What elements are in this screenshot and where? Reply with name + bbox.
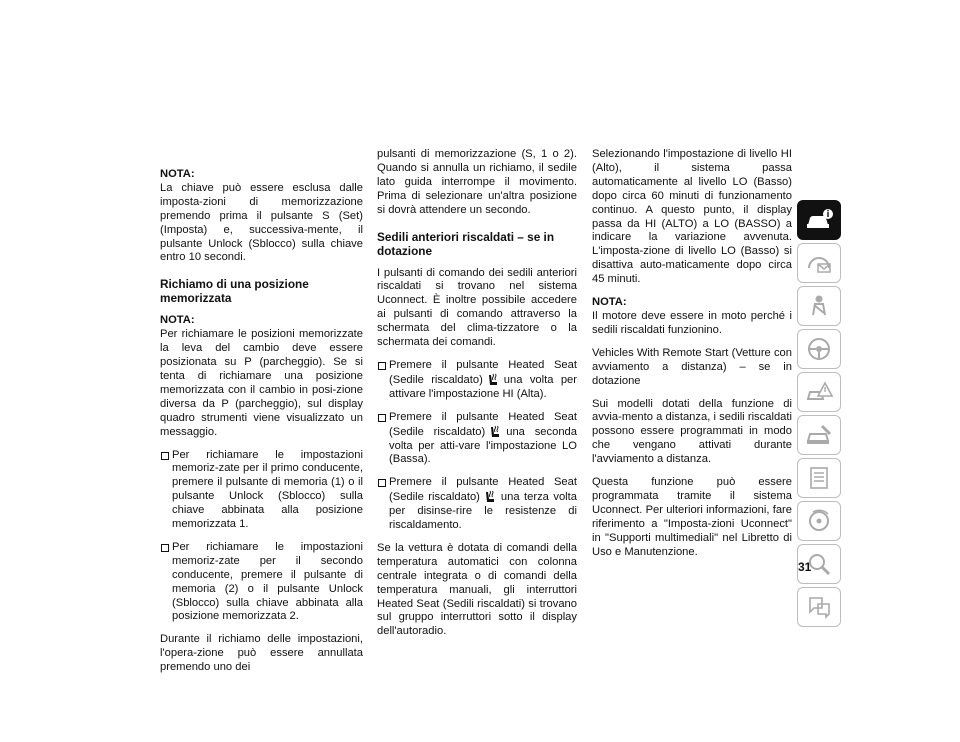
paragraph: Durante il richiamo delle impostazioni, l'opera-zione può essere annullata premendo uno dei <box>160 633 363 674</box>
tab-service[interactable] <box>797 415 841 455</box>
list-item <box>377 411 577 468</box>
note-label: NOTA: <box>160 314 195 327</box>
page-number: 31 <box>798 560 812 574</box>
steering-wheel-icon <box>804 336 834 362</box>
tab-steering[interactable] <box>797 329 841 369</box>
instruments-icon <box>804 250 834 276</box>
list-item-text: Premere il pulsante Heated Seat (Sedile riscaldato) <box>389 476 577 504</box>
note-text: La chiave può essere esclusa dalle imposta-zioni di memorizzazione premendo prima il pulsante S (Set) (Imposta) e, successiva-mente, il pulsante Unlock (Sblocco) sulla chiave entro 10 secondi. <box>160 181 363 264</box>
list-item <box>377 359 577 402</box>
list-item <box>377 476 577 533</box>
tab-safety[interactable] <box>797 286 841 326</box>
bullet-list <box>160 449 363 625</box>
paragraph: Vehicles With Remote Start (Vetture con avviamento a distanza) – se in dotazione <box>592 346 792 387</box>
list-item: Per richiamare le impostazioni memoriz-zate per il primo conducente, premere il pulsante di memoria (1) o il pulsante Unlock (Sblocco) sulla chiave abbinata alla posizione memorizzata 1. <box>160 449 363 532</box>
list-item-text: Premere il pulsante Heated Seat (Sedile riscaldato) <box>389 358 577 386</box>
list-item-text: una terza volta per disinse-rire le resistenze di riscaldamento. <box>389 491 577 532</box>
safety-icon <box>804 293 834 319</box>
paragraph: I pulsanti di comando dei sedili anteriori riscaldati si trovano nel sistema Uconnect. È inoltre possibile accedere ai pulsanti di comando attraverso la schermata del clima-tizzatore o la schermata dei comandi. <box>377 266 577 349</box>
service-car-icon <box>804 422 834 448</box>
tab-multimedia[interactable] <box>797 501 841 541</box>
column-1 <box>160 168 363 684</box>
note-text: Il motore deve essere in moto perché i sedili riscaldati funzionino. <box>592 309 792 336</box>
paragraph: Sui modelli dotati della funzione di avvia-mento a distanza, i sedili riscaldati possono essere programmati in modo che vengano attivati durante l'avviamento a distanza. <box>592 397 792 466</box>
heated-seat-icon <box>489 425 502 439</box>
specs-list-icon <box>804 465 834 491</box>
paragraph: pulsanti di memorizzazione (S, 1 o 2). Quando si annulla un richiamo, il sedile lato guida interrompe il movimento. Prima di selezionare un'altra posizione si dovrà attendere un secondo. <box>377 148 577 216</box>
note-text: Per richiamare le posizioni memorizzate la leva del cambio deve essere posizionata su P (parcheggio). Se si tenta di richiamare una posizione memorizzata con il cambio in posi-zione diversa da P (parcheggio), sul display quadro strumenti viene visualizzato un messaggio. <box>160 328 363 438</box>
tab-language[interactable] <box>797 587 841 627</box>
bullet-list <box>377 359 577 533</box>
tab-car-info[interactable] <box>797 200 841 240</box>
multimedia-icon <box>804 508 834 534</box>
paragraph: Se la vettura è dotata di comandi della temperatura automatici con colonna centrale integrata o di comandi della temperatura manuali, gli interruttori Heated Seat (Sedili riscaldati) si trovano sul gruppo interruttori sotto il display dell'autoradio. <box>377 541 577 638</box>
list-item: Per richiamare le impostazioni memoriz-zate per il secondo conducente, premere il pulsante di memoria (2) o il pulsante Unlock (Sblocco) sulla chiave abbinata alla posizione memorizzata 2. <box>160 541 363 624</box>
note-label: NOTA: <box>160 168 195 180</box>
note-1 <box>160 168 363 265</box>
section-heading: Richiamo di una posizione memorizzata <box>160 277 309 306</box>
note-label: NOTA: <box>592 296 627 309</box>
list-item-text: Premere il pulsante Heated Seat (Sedile riscaldato) <box>389 410 577 438</box>
note-2 <box>160 314 363 439</box>
paragraph: Selezionando l'impostazione di livello HI (Alto), il sistema passa automaticamente al livello LO (Basso) dopo circa 60 minuti di funzionamento continuo. A questo punto, il display passa da HI (ALTO) a LO (BASSO) a indicare la variazione avvenuta. L'imposta-zione di livello LO (Basso) si disattiva auto-maticamente dopo circa 45 minuti. <box>592 148 792 286</box>
section-heading: Sedili anteriori riscaldati – se in dotazione <box>377 229 555 258</box>
tab-specs[interactable] <box>797 458 841 498</box>
tab-warning[interactable] <box>797 372 841 412</box>
note <box>592 296 792 338</box>
paragraph: Questa funzione può essere programmata tramite il sistema Uconnect. Per ulteriori informazioni, fare riferimento a "Imposta-zioni Uconnect" in "Supporti multimediali" nel Libretto di Uso e Manutenzione. <box>592 476 792 558</box>
warning-car-icon <box>804 379 834 405</box>
list-item-text: una seconda volta per atti-vare l'impostazione LO (Bassa). <box>389 425 577 466</box>
list-item-text: una volta per attivare l'impostazione HI (Alta). <box>389 373 577 400</box>
car-info-icon <box>804 207 834 233</box>
tab-instruments[interactable] <box>797 243 841 283</box>
heated-seat-icon <box>487 373 500 387</box>
language-icon <box>804 594 834 620</box>
column-2 <box>377 148 577 648</box>
heated-seat-icon <box>484 490 497 504</box>
column-3 <box>592 148 792 568</box>
